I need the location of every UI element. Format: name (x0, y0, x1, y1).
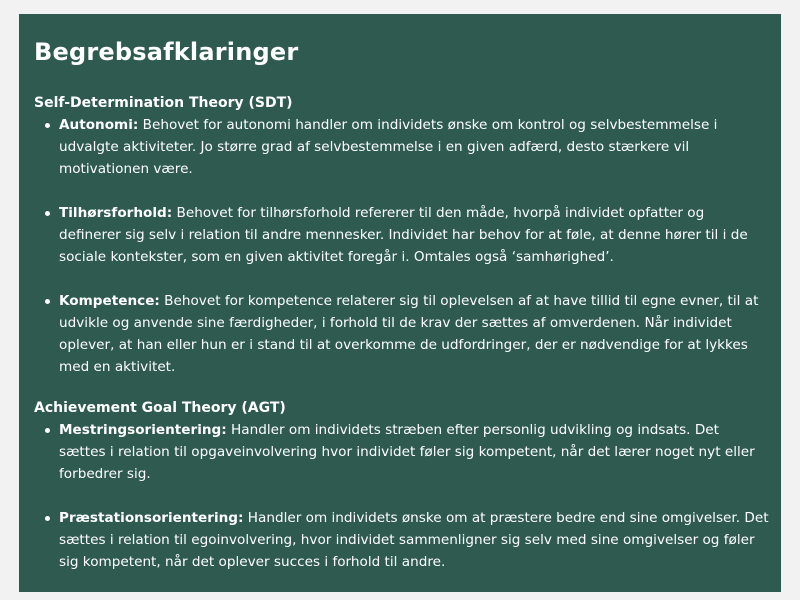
list-item-mestringsorientering (59, 419, 769, 485)
definition-autonomi: Behovet for autonomi handler om individets ønske om kontrol og selvbestemmelse i udvalgte aktiviteter. Jo større grad af selvbestemmelse i en given adfærd, desto stærkere vil motivationen være. (59, 117, 718, 177)
list-item-praestationsorientering (59, 507, 769, 573)
section-title-agt: Achievement Goal Theory (AGT) (34, 400, 286, 416)
agt-list (34, 419, 769, 573)
list-item-tilhoersforhold (59, 202, 769, 268)
list-item-autonomi (59, 114, 769, 180)
section-title-sdt: Self-Determination Theory (SDT) (34, 95, 293, 111)
list-item-kompetence (59, 290, 769, 378)
term-autonomi: Autonomi: (59, 117, 139, 133)
page-title: Begrebsafklaringer (34, 38, 299, 66)
definition-tilhoersforhold: Behovet for tilhørsforhold refererer til den måde, hvorpå individet opfatter og definerer sig selv i relation til andre mennesker. Individet har behov for at føle, at denne hører til i de sociale kontekster, som en given aktivitet foregår i. Omtales også ‘samhørighed’. (59, 205, 748, 265)
definition-kompetence: Behovet for kompetence relaterer sig til oplevelsen af at have tillid til egne evner, til at udvikle og anvende sine færdigheder, i forhold til de krav der sættes af omverdenen. Når individet oplever, at han eller hun er i stand til at overkomme de udfordringer, der er nødvendige for at lykkes med en aktivitet. (59, 293, 759, 375)
definitions-card (19, 14, 781, 592)
term-praestationsorientering: Præstationsorientering: (59, 510, 244, 526)
definition-praestationsorientering: Handler om individets ønske om at præstere bedre end sine omgivelser. Det sættes i relation til egoinvolvering, hvor individet sammenligner sig selv med sine omgivelser og føler sig kompetent, når det oplever succes i forhold til andre. (59, 510, 769, 570)
term-tilhoersforhold: Tilhørsforhold: (59, 205, 173, 221)
sdt-list (34, 114, 769, 378)
definition-mestringsorientering: Handler om individets stræben efter personlig udvikling og indsats. Det sættes i relation til opgaveinvolvering hvor individet føler sig kompetent, når det lærer noget nyt eller forbedrer sig. (59, 422, 755, 482)
term-mestringsorientering: Mestringsorientering: (59, 422, 227, 438)
term-kompetence: Kompetence: (59, 293, 160, 309)
